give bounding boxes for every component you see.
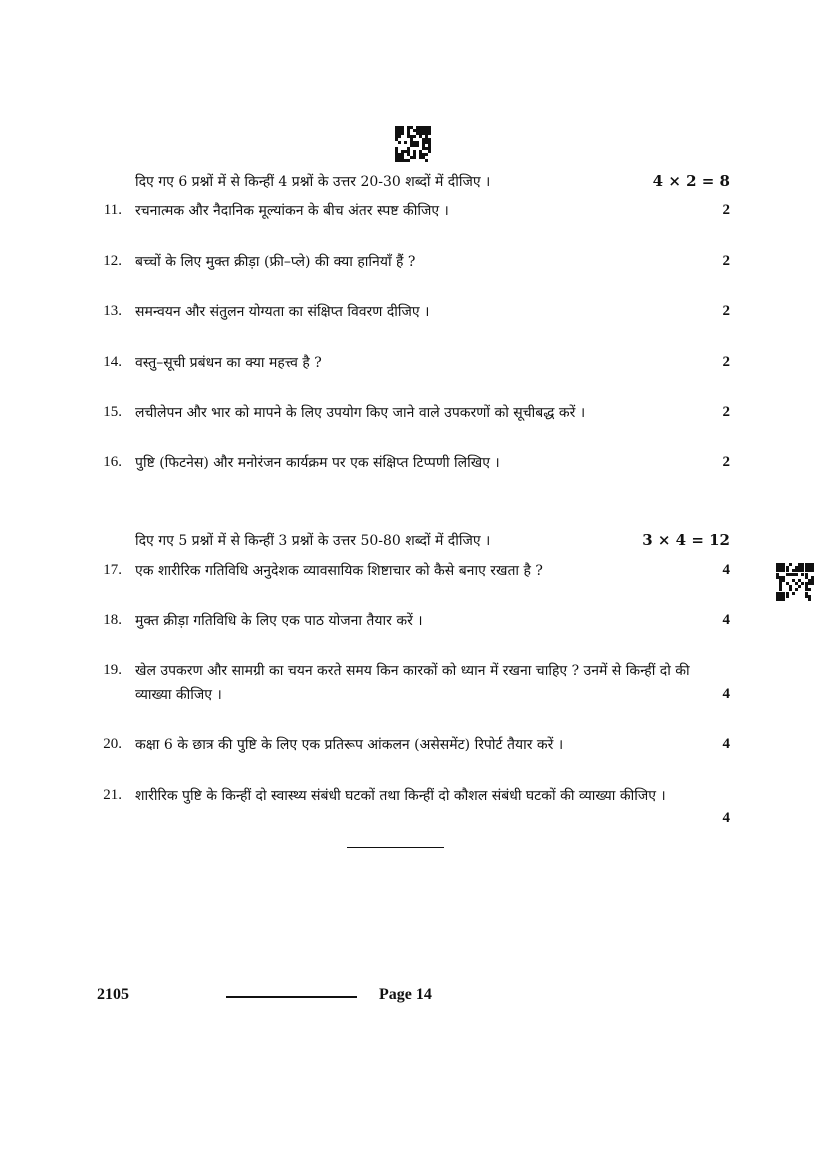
question-text: खेल उपकरण और सामग्री का चयन करते समय किन कारकों को ध्यान में रखना चाहिए ? उनमें से किन्हीं दो की व्याख्या कीजिए । xyxy=(135,663,690,703)
question-number: 12. xyxy=(103,253,122,269)
question-marks: 2 xyxy=(722,354,730,370)
question-number: 20. xyxy=(103,736,122,752)
qr-module xyxy=(413,156,416,159)
question-text: समन्वयन और संतुलन योग्यता का संक्षिप्त विवरण दीजिए । xyxy=(135,304,430,320)
question-text: बच्चों के लिए मुक्त क्रीड़ा (फ्री–प्ले) की क्या हानियाँ हैं ? xyxy=(135,254,416,270)
qr-module xyxy=(407,159,410,162)
qr-module xyxy=(792,592,795,595)
end-of-section-rule xyxy=(347,847,444,848)
qr-module xyxy=(808,598,811,601)
question-marks: 4 xyxy=(722,562,730,578)
question-marks: 4 xyxy=(722,810,730,826)
question-number: 18. xyxy=(103,612,122,628)
qr-module xyxy=(798,585,801,588)
qr-module xyxy=(428,132,431,135)
qr-module xyxy=(425,153,428,156)
qr-code-top xyxy=(395,126,431,162)
qr-module xyxy=(811,569,814,572)
question-text: एक शारीरिक गतिविधि अनुदेशक व्यावसायिक शिष्टाचार को कैसे बनाए रखता है ? xyxy=(135,563,543,579)
qr-module xyxy=(401,132,404,135)
question-number: 17. xyxy=(103,562,122,578)
qr-module xyxy=(795,573,798,576)
question-number: 21. xyxy=(103,787,122,803)
section-b-marks-scheme: 3 × 4 = 12 xyxy=(642,531,730,549)
question-text: लचीलेपन और भार को मापने के लिए उपयोग किए जाने वाले उपकरणों को सूचीबद्ध करें । xyxy=(135,405,586,421)
question-marks: 2 xyxy=(722,454,730,470)
qr-module xyxy=(425,159,428,162)
question-marks: 2 xyxy=(722,253,730,269)
question-marks: 2 xyxy=(722,303,730,319)
question-marks: 2 xyxy=(722,202,730,218)
question-marks: 4 xyxy=(722,736,730,752)
qr-module xyxy=(795,588,798,591)
question-text: रचनात्मक और नैदानिक मूल्यांकन के बीच अंतर स्पष्ट कीजिए । xyxy=(135,203,449,219)
page-number: Page 14 xyxy=(379,986,432,1003)
paper-code: 2105 xyxy=(97,986,129,1003)
question-text: वस्तु–सूची प्रबंधन का क्या महत्त्व है ? xyxy=(135,355,322,371)
question-marks: 2 xyxy=(722,404,730,420)
question-text: पुष्टि (फिटनेस) और मनोरंजन कार्यक्रम पर एक संक्षिप्त टिप्पणी लिखिए । xyxy=(135,455,500,471)
question-number: 14. xyxy=(103,354,122,370)
section-a-marks-scheme: 4 × 2 = 8 xyxy=(652,172,730,190)
section-b-instruction: दिए गए 5 प्रश्नों में से किन्हीं 3 प्रश्नों के उत्तर 50-80 शब्दों में दीजिए । xyxy=(135,533,491,549)
qr-module xyxy=(786,595,789,598)
question-number: 11. xyxy=(103,202,122,218)
footer-rule xyxy=(226,996,357,998)
qr-module xyxy=(428,150,431,153)
question-number: 16. xyxy=(103,454,122,470)
question-text: शारीरिक पुष्टि के किन्हीं दो स्वास्थ्य संबंधी घटकों तथा किन्हीं दो कौशल संबंधी घटकों की व्याख्या कीजिए । xyxy=(135,788,666,804)
qr-module xyxy=(416,144,419,147)
qr-module xyxy=(789,563,792,566)
question-marks: 4 xyxy=(722,686,730,702)
qr-module xyxy=(398,141,401,144)
question-number: 13. xyxy=(103,303,122,319)
qr-module xyxy=(808,588,811,591)
section-a-instruction: दिए गए 6 प्रश्नों में से किन्हीं 4 प्रश्नों के उत्तर 20-30 शब्दों में दीजिए । xyxy=(135,174,491,190)
question-text: कक्षा 6 के छात्र की पुष्टि के लिए एक प्रतिरूप आंकलन (असेसमेंट) रिपोर्ट तैयार करें । xyxy=(135,737,564,753)
qr-module xyxy=(811,582,814,585)
question-number: 15. xyxy=(103,404,122,420)
qr-module xyxy=(413,135,416,138)
qr-module xyxy=(782,598,785,601)
question-marks: 4 xyxy=(722,612,730,628)
qr-module xyxy=(398,135,401,138)
question-number: 19. xyxy=(103,662,122,678)
qr-module xyxy=(404,141,407,144)
question-text: मुक्त क्रीड़ा गतिविधि के लिए एक पाठ योजना तैयार करें । xyxy=(135,613,423,629)
qr-code-side xyxy=(776,563,814,601)
